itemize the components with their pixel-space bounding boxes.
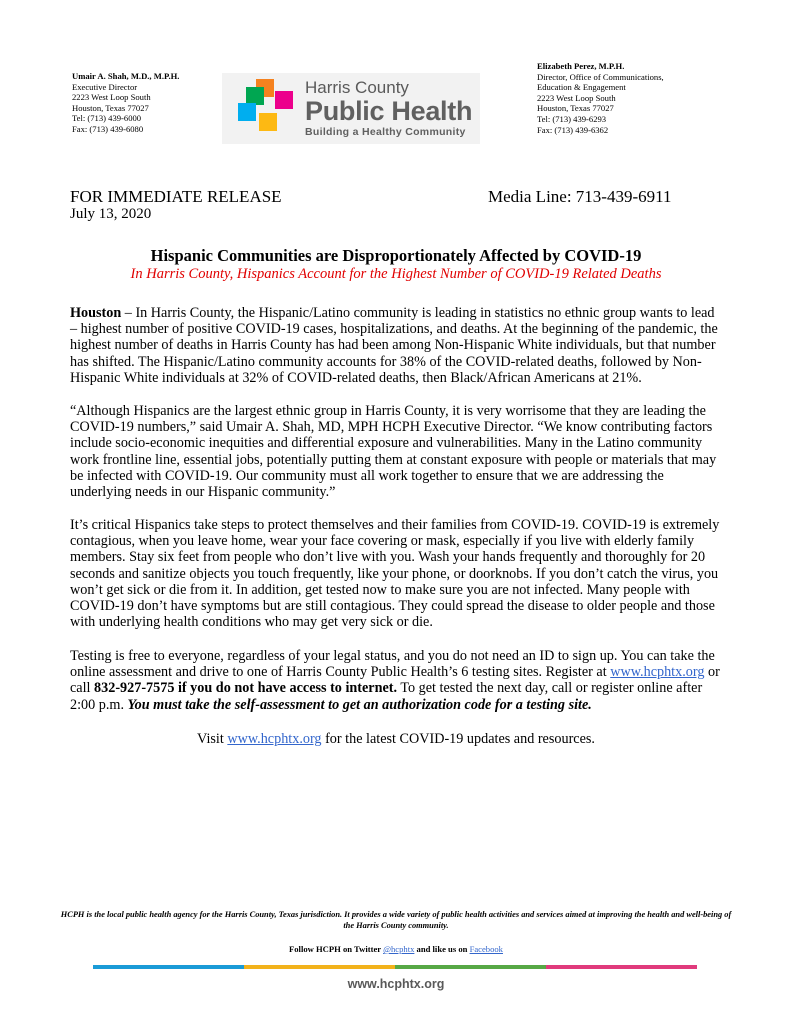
contact-line: Education & Engagement: [537, 82, 626, 93]
phone-number: 832-927-7575 if you do not have access to internet.: [94, 680, 398, 697]
register-link[interactable]: www.hcphtx.org: [610, 664, 705, 681]
contact-line: 2223 West Loop South: [72, 92, 151, 103]
logo-square-blue: [238, 103, 256, 121]
contact-line: Executive Director: [72, 81, 138, 92]
contact-name: Umair A. Shah, M.D., M.P.H.: [72, 71, 180, 81]
footer-url: www.hcphtx.org: [347, 977, 445, 991]
self-assessment-note: You must take the self-assessment to get an authorization code for a testing site.: [127, 696, 592, 713]
press-release-title: Hispanic Communities are Disproportionately Affected by COVID-19: [150, 246, 642, 265]
footer-color-bar: [93, 965, 697, 969]
press-release-subtitle: In Harris County, Hispanics Account for the Highest Number of COVID-19 Related Deaths: [130, 266, 662, 282]
footer-description: HCPH is the local public health agency for the Harris County, Texas jurisdiction. It provides a wide variety of public health activities and services aimed at improving the health and well-being of the Harris County community.: [60, 910, 732, 930]
logo-square-magenta: [275, 91, 293, 109]
contact-line: Fax: (713) 439-6080: [72, 123, 144, 134]
logo-square-yellow: [259, 113, 277, 131]
footer-social: Follow HCPH on Twitter @hcphtx and like us on Facebook: [289, 944, 503, 954]
website-link[interactable]: www.hcphtx.org: [227, 731, 322, 747]
logo-org-text: Harris County: [305, 78, 409, 97]
media-line: Media Line: 713-439-6911: [488, 187, 672, 206]
release-label: FOR IMMEDIATE RELEASE: [70, 187, 282, 206]
logo-tagline: Building a Healthy Community: [305, 126, 466, 138]
communications-director-contact: [537, 61, 707, 135]
contact-line: Director, Office of Communications,: [537, 71, 664, 82]
color-bar-segment: [546, 965, 697, 969]
body-paragraph-2: “Although Hispanics are the largest ethnic group in Harris County, it is very worrisome that they are leading the COVID-19 numbers,” said Umair A. Shah, MD, MPH HCPH Executive Director. “We know contributing factors include socio-economic inequities and differential exposure and vulnerabilities. Many in the Latino community work frontline line, essential jobs, potentially putting them at constant exposure with people or materials that may be infected with COVID-19. Our community must all work together to ensure that we are addressing the underlying needs in our Hispanic community.”: [70, 403, 717, 501]
contact-line: Houston, Texas 77027: [537, 103, 614, 114]
color-bar-segment: [93, 965, 244, 969]
twitter-link[interactable]: @hcphtx: [383, 944, 415, 954]
contact-line: Tel: (713) 439-6000: [72, 113, 142, 124]
color-bar-segment: [395, 965, 546, 969]
facebook-link[interactable]: Facebook: [469, 944, 503, 954]
body-paragraph-3: It’s critical Hispanics take steps to protect themselves and their families from COVID-19. COVID-19 is extremely contagious, when you leave home, wear your face covering or mask, especially if you live with elderly family members. Stay six feet from people who don’t live with you. Wash your hands frequently and thoroughly for 20 seconds and sanitize objects you touch frequently, like your phone, or doorknobs. If you don’t catch the virus, you won’t get sick or die from it. In addition, get tested now to make sure you are not infected. Many people with COVID-19 don’t have symptoms but are still contagious. They could spread the disease to older people and those with underlying health conditions who may get very sick or die.: [70, 517, 720, 631]
contact-line: Fax: (713) 439-6362: [537, 124, 609, 135]
dateline: Houston: [70, 305, 122, 321]
release-date: July 13, 2020: [70, 206, 152, 222]
visit-line: Visit www.hcphtx.org for the latest COVID-19 updates and resources.: [197, 731, 595, 747]
body-paragraph-4: Testing is free to everyone, regardless of your legal status, and you do not need an ID to sign up. You can take the online assessment and drive to one of Harris County Public Health’s 6 testing sites. Register at www.hcphtx.org or call 832-927-7575 if you do not have access to internet. To get tested the next day, call or register online after 2:00 p.m. You must take the self-assessment to get an authorization code for a testing site.: [70, 648, 720, 713]
contact-line: Tel: (713) 439-6293: [537, 113, 607, 124]
contact-name: Elizabeth Perez, M.P.H.: [537, 61, 625, 71]
contact-line: Houston, Texas 77027: [72, 102, 149, 113]
body-paragraph-1: Houston – In Harris County, the Hispanic/Latino community is leading in statistics no ethnic group wants to lead – highest number of positive COVID-19 cases, hospitalizations, and deaths. At the beginning of the pandemic, the highest number of deaths in Harris County has had been among Non-Hispanic White individuals, but that number has shifted. The Hispanic/Latino community accounts for 38% of the COVID-related deaths, followed by Non-Hispanic White individuals at 32% of COVID-related deaths, then Black/African Americans at 21%.: [70, 305, 718, 386]
executive-director-contact: [72, 71, 212, 135]
logo-name-text: Public Health: [305, 96, 473, 126]
color-bar-segment: [244, 965, 395, 969]
hcph-logo: [222, 73, 480, 144]
contact-line: 2223 West Loop South: [537, 92, 616, 103]
